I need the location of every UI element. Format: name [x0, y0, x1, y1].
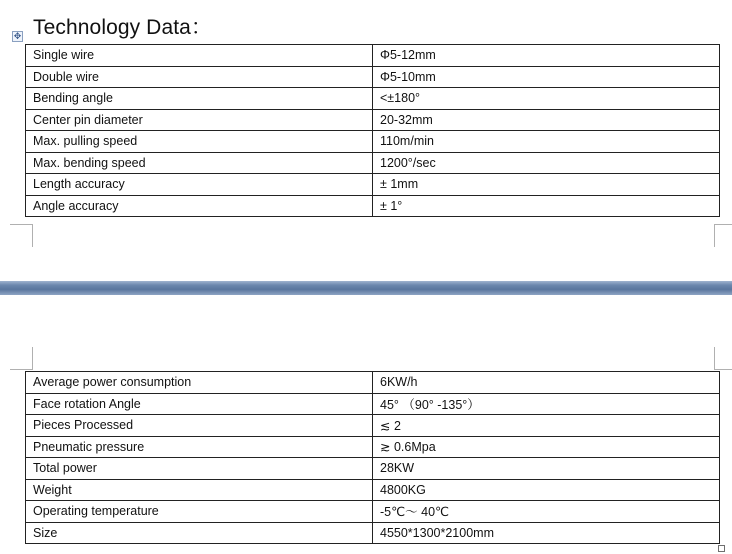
table-row [26, 436, 720, 458]
table-resize-handle-icon[interactable] [718, 545, 725, 552]
spec-value[interactable]: ± 1° [373, 195, 720, 217]
spec-value[interactable]: 45° （90° -135°） [373, 393, 720, 415]
technology-data-table-2 [25, 371, 720, 544]
table-row [26, 522, 720, 544]
spec-value[interactable]: 28KW [373, 458, 720, 480]
page-corner-mark [714, 347, 732, 370]
spec-label[interactable]: Max. bending speed [26, 152, 373, 174]
spec-value[interactable]: -5℃～ 40℃ [373, 501, 720, 523]
spec-value[interactable]: <±180° [373, 88, 720, 110]
table-row [26, 393, 720, 415]
spec-value[interactable]: ≲ 2 [373, 415, 720, 437]
spec-label[interactable]: Max. pulling speed [26, 131, 373, 153]
spec-value[interactable]: Φ5-10mm [373, 66, 720, 88]
spec-value[interactable]: 20-32mm [373, 109, 720, 131]
spec-label[interactable]: Operating temperature [26, 501, 373, 523]
spec-value[interactable]: ≳ 0.6Mpa [373, 436, 720, 458]
spec-value[interactable]: 4800KG [373, 479, 720, 501]
spec-label[interactable]: Angle accuracy [26, 195, 373, 217]
table-row [26, 88, 720, 110]
spec-label[interactable]: Average power consumption [26, 372, 373, 394]
table-row [26, 501, 720, 523]
page-corner-mark [714, 224, 732, 247]
page-title: Technology Data： [33, 16, 213, 39]
table-row [26, 152, 720, 174]
spec-value[interactable]: 110m/min [373, 131, 720, 153]
spec-label[interactable]: Bending angle [26, 88, 373, 110]
spec-value[interactable]: Φ5-12mm [373, 45, 720, 67]
table-row [26, 415, 720, 437]
spec-label[interactable]: Single wire [26, 45, 373, 67]
table-row [26, 174, 720, 196]
page-corner-mark [10, 347, 33, 370]
spec-value[interactable]: 1200°/sec [373, 152, 720, 174]
table-row [26, 45, 720, 67]
table-row [26, 479, 720, 501]
page-corner-mark [10, 224, 33, 247]
spec-label[interactable]: Pneumatic pressure [26, 436, 373, 458]
spec-label[interactable]: Face rotation Angle [26, 393, 373, 415]
table-row [26, 458, 720, 480]
spec-label[interactable]: Double wire [26, 66, 373, 88]
spec-value[interactable]: ± 1mm [373, 174, 720, 196]
spec-value[interactable]: 6KW/h [373, 372, 720, 394]
spec-label[interactable]: Weight [26, 479, 373, 501]
table-row [26, 195, 720, 217]
spec-value[interactable]: 4550*1300*2100mm [373, 522, 720, 544]
table-row [26, 109, 720, 131]
table-row [26, 131, 720, 153]
spec-label[interactable]: Center pin diameter [26, 109, 373, 131]
table-row [26, 372, 720, 394]
page-break-separator [0, 281, 732, 295]
spec-label[interactable]: Length accuracy [26, 174, 373, 196]
table-row [26, 66, 720, 88]
spec-label[interactable]: Pieces Processed [26, 415, 373, 437]
technology-data-table-1 [25, 44, 720, 217]
spec-label[interactable]: Size [26, 522, 373, 544]
spec-label[interactable]: Total power [26, 458, 373, 480]
table-move-handle-icon[interactable]: ✥ [13, 31, 22, 41]
